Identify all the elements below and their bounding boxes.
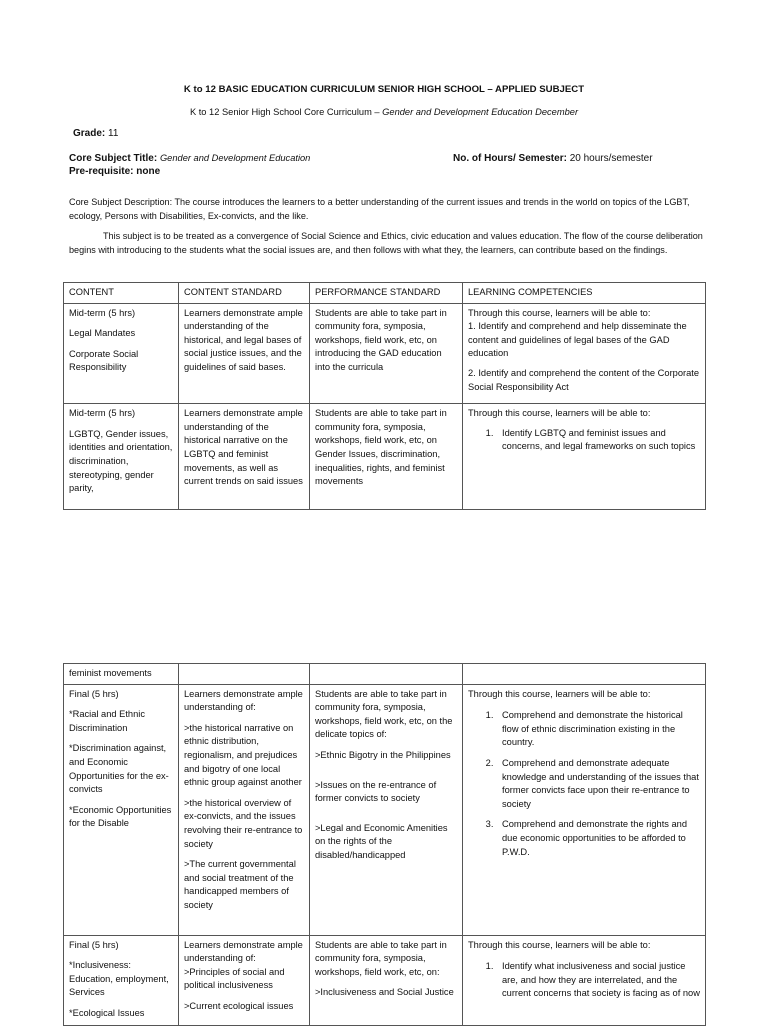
content-topic: *Discrimination against, and Economic Opportunities for the ex-convicts [69,743,169,795]
header-learning-competencies: LEARNING COMPETENCIES [463,283,706,304]
content-standard-cell [179,935,310,1025]
content-standard-cell: Learners demonstrate ample understanding of the historical narrative on the LGBTQ and feminist movements, as well as current trends on said issues [179,404,310,510]
empty-cell [463,664,706,685]
competency-item: 1. Identify and comprehend and help disseminate the content and guidelines of legal bases of the GAD education [468,321,687,359]
content-term: Mid-term (5 hrs) [69,408,136,419]
competencies-intro: Through this course, learners will be able to: [468,688,651,699]
content-standard-cell [179,684,310,935]
document-title: K to 12 BASIC EDUCATION CURRICULUM SENIOR HIGH SCHOOL – APPLIED SUBJECT [183,84,585,95]
table-row [64,404,706,510]
standard-item: >Principles of social and political inclusiveness [184,966,285,991]
competency-item: 2. Comprehend and demonstrate adequate knowledge and understanding of the issues that former convicts face upon their re-entrance to society [496,757,700,811]
performance-standard-cell: Students are able to take part in community fora, symposia, workshops, field work, etc, on Gender Issues, discrimination, inequalities, rights, and feminist movements [310,404,463,510]
content-topic: Legal Mandates [69,328,136,339]
competencies-intro: Through this course, learners will be able to: [468,307,651,318]
standard-item: >the historical narrative on ethnic distribution, regionalism, and prejudices and bigotry of one local ethnic group against another [184,722,302,788]
standard-intro: Learners demonstrate ample understanding of: [184,688,303,713]
competencies-intro: Through this course, learners will be able to: [468,939,651,950]
header-performance-standard: PERFORMANCE STANDARD [310,283,463,304]
table-row [64,303,706,404]
subtitle-prefix: K to 12 Senior High School Core Curriculum – [189,107,383,117]
empty-cell [310,664,463,685]
competencies-cell [463,684,706,935]
description-paragraph-2: This subject is to be treated as a convergence of Social Science and Ethics, civic education and values education. The flow of the course deliberation begins with introducing to the students what the social issues are, and then follows with what they, the learners, can contribute based on the findings. [69,231,703,255]
content-term: Final (5 hrs) [69,939,119,950]
header-content: CONTENT [64,283,179,304]
description-paragraph-1: Core Subject Description: The course introduces the learners to a better understanding of the current issues and trends in the world on topics of the LGBT, ecology, Persons with Disabilities, Ex-convicts, and the like. [69,197,690,221]
hours-value: 20 hours/semester [569,153,653,164]
competency-item: 1. Comprehend and demonstrate the historical flow of ethnic discrimination existing in the country. [496,709,700,750]
table-row [64,684,706,935]
table-header-row [64,283,706,304]
performance-standard-cell: Students are able to take part in community fora, symposia, workshops, field work, etc, on introducing the GAD education into the curricula [310,303,463,404]
competencies-cell [463,935,706,1025]
content-cell [64,404,179,510]
content-cell: feminist movements [64,664,179,685]
content-cell [64,935,179,1025]
document-subtitle [0,107,768,117]
performance-item: >Legal and Economic Amenities on the rights of the disabled/handicapped [315,822,448,860]
content-standard-cell: Learners demonstrate ample understanding of the historical, and legal bases of social justice issues, and the guidelines of said bases. [179,303,310,404]
performance-standard-cell [310,684,463,935]
performance-item: >Ethnic Bigotry in the Philippines [315,749,451,760]
content-cell [64,303,179,404]
competencies-cell [463,404,706,510]
competency-item: 1. Identify LGBTQ and feminist issues and concerns, and legal frameworks on such topics [496,427,700,454]
content-topic: *Economic Opportunities for the Disable [69,804,172,829]
hours-line [453,153,653,164]
grade-value: 11 [108,128,119,139]
subtitle-course-name: Gender and Development Education December [382,107,579,117]
content-topic: *Inclusiveness: Education, employment, Services [69,960,169,998]
competencies-intro: Through this course, learners will be able to: [468,408,651,419]
grade-line [73,128,118,139]
content-topic: *Ecological Issues [69,1007,145,1018]
standard-item: >the historical overview of ex-convicts, and the issues revolving their re-entrance to society [184,797,303,849]
performance-intro: Students are able to take part in community fora, symposia, workshops, field work, etc, on: [315,939,447,977]
header-content-standard: CONTENT STANDARD [179,283,310,304]
standard-item: >The current governmental and social treatment of the handicapped members of society [184,859,296,910]
performance-item: >Issues on the re-entrance of former convicts to society [315,779,437,804]
performance-item: >Inclusiveness and Social Justice [315,987,454,998]
competencies-cell [463,303,706,404]
performance-intro: Students are able to take part in community fora, symposia, workshops, field work, etc, on the delicate topics of: [315,688,453,740]
curriculum-table-2 [63,663,706,1026]
empty-cell [179,664,310,685]
grade-label: Grade: [73,128,106,139]
table-row [64,664,706,685]
table-row [64,935,706,1025]
standard-item: >Current ecological issues [184,1000,294,1011]
standard-intro: Learners demonstrate ample understanding of: [184,939,303,964]
performance-standard-cell [310,935,463,1025]
content-topic: LGBTQ, Gender issues, identities and orientation, discrimination, stereotyping, gender parity, [69,428,173,494]
core-subject-label: Core Subject Title: [69,153,158,164]
core-subject-line [69,153,310,164]
competency-item: 2. Identify and comprehend the content of the Corporate Social Responsibility Act [468,367,700,392]
prerequisite-line: Pre-requisite: none [69,166,161,177]
content-topic: *Racial and Ethnic Discrimination [69,709,145,733]
content-cell [64,684,179,935]
content-term: Mid-term (5 hrs) [69,307,136,318]
hours-label: No. of Hours/ Semester: [453,153,567,164]
curriculum-table-1 [63,282,706,510]
content-term: Final (5 hrs) [69,688,119,699]
competency-item: 3. Comprehend and demonstrate the rights and due economic opportunities to be afforded to P.W.D. [496,818,700,859]
competency-item: 1. Identify what inclusiveness and social justice are, and how they are interrelated, and the current concerns that society is facing as of now [496,960,700,1001]
core-subject-value: Gender and Development Education [159,153,311,163]
content-topic: Corporate Social Responsibility [69,348,139,373]
